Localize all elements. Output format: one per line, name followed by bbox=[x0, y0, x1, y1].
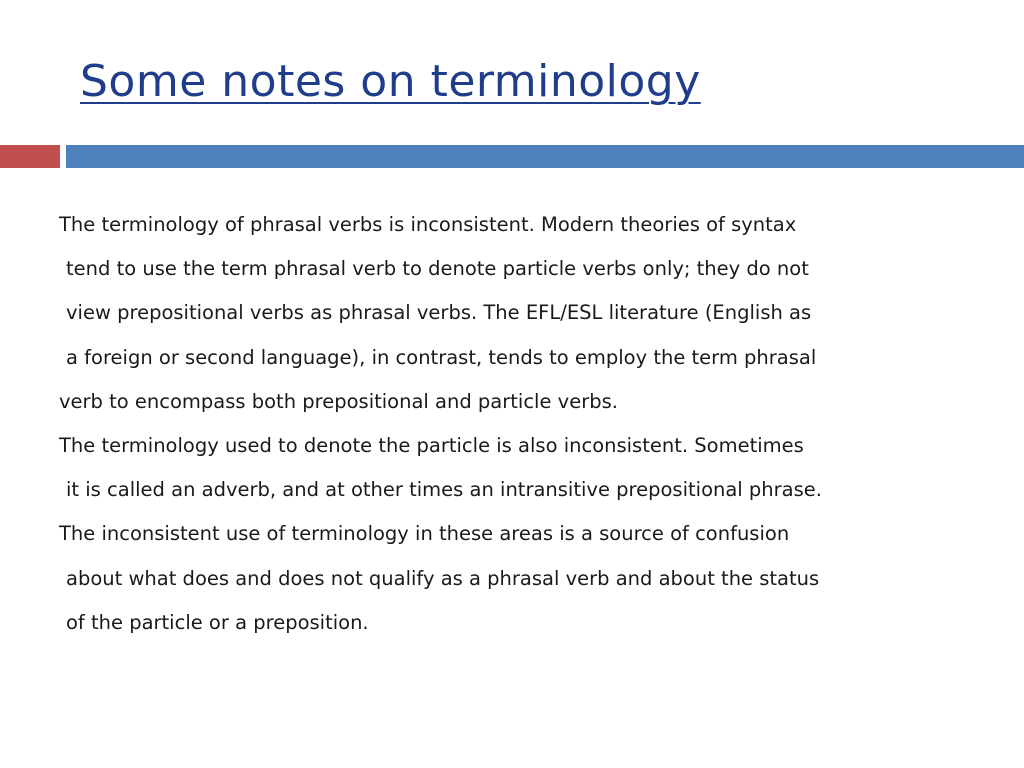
body-line: of the particle or a preposition. bbox=[66, 610, 369, 634]
slide-title: Some notes on terminology bbox=[80, 56, 701, 107]
body-line: tend to use the term phrasal verb to denote particle verbs only; they do not bbox=[66, 257, 809, 281]
body-line: about what does and does not qualify as a phrasal verb and about the status bbox=[66, 566, 820, 590]
body-line: The inconsistent use of terminology in these areas is a source of confusion bbox=[59, 522, 790, 546]
slide-body bbox=[59, 203, 989, 645]
body-line: it is called an adverb, and at other times an intransitive prepositional phrase. bbox=[66, 478, 822, 502]
body-line: The terminology of phrasal verbs is inconsistent. Modern theories of syntax bbox=[59, 213, 797, 236]
body-line: view prepositional verbs as phrasal verbs. The EFL/ESL literature (English as bbox=[66, 301, 812, 325]
accent-bar-red bbox=[0, 145, 60, 168]
body-line: verb to encompass both prepositional and particle verbs. bbox=[59, 389, 618, 413]
accent-bar-blue bbox=[66, 145, 1024, 168]
body-line: a foreign or second language), in contrast, tends to employ the term phrasal bbox=[66, 345, 817, 369]
body-line: The terminology used to denote the particle is also inconsistent. Sometimes bbox=[59, 434, 804, 458]
